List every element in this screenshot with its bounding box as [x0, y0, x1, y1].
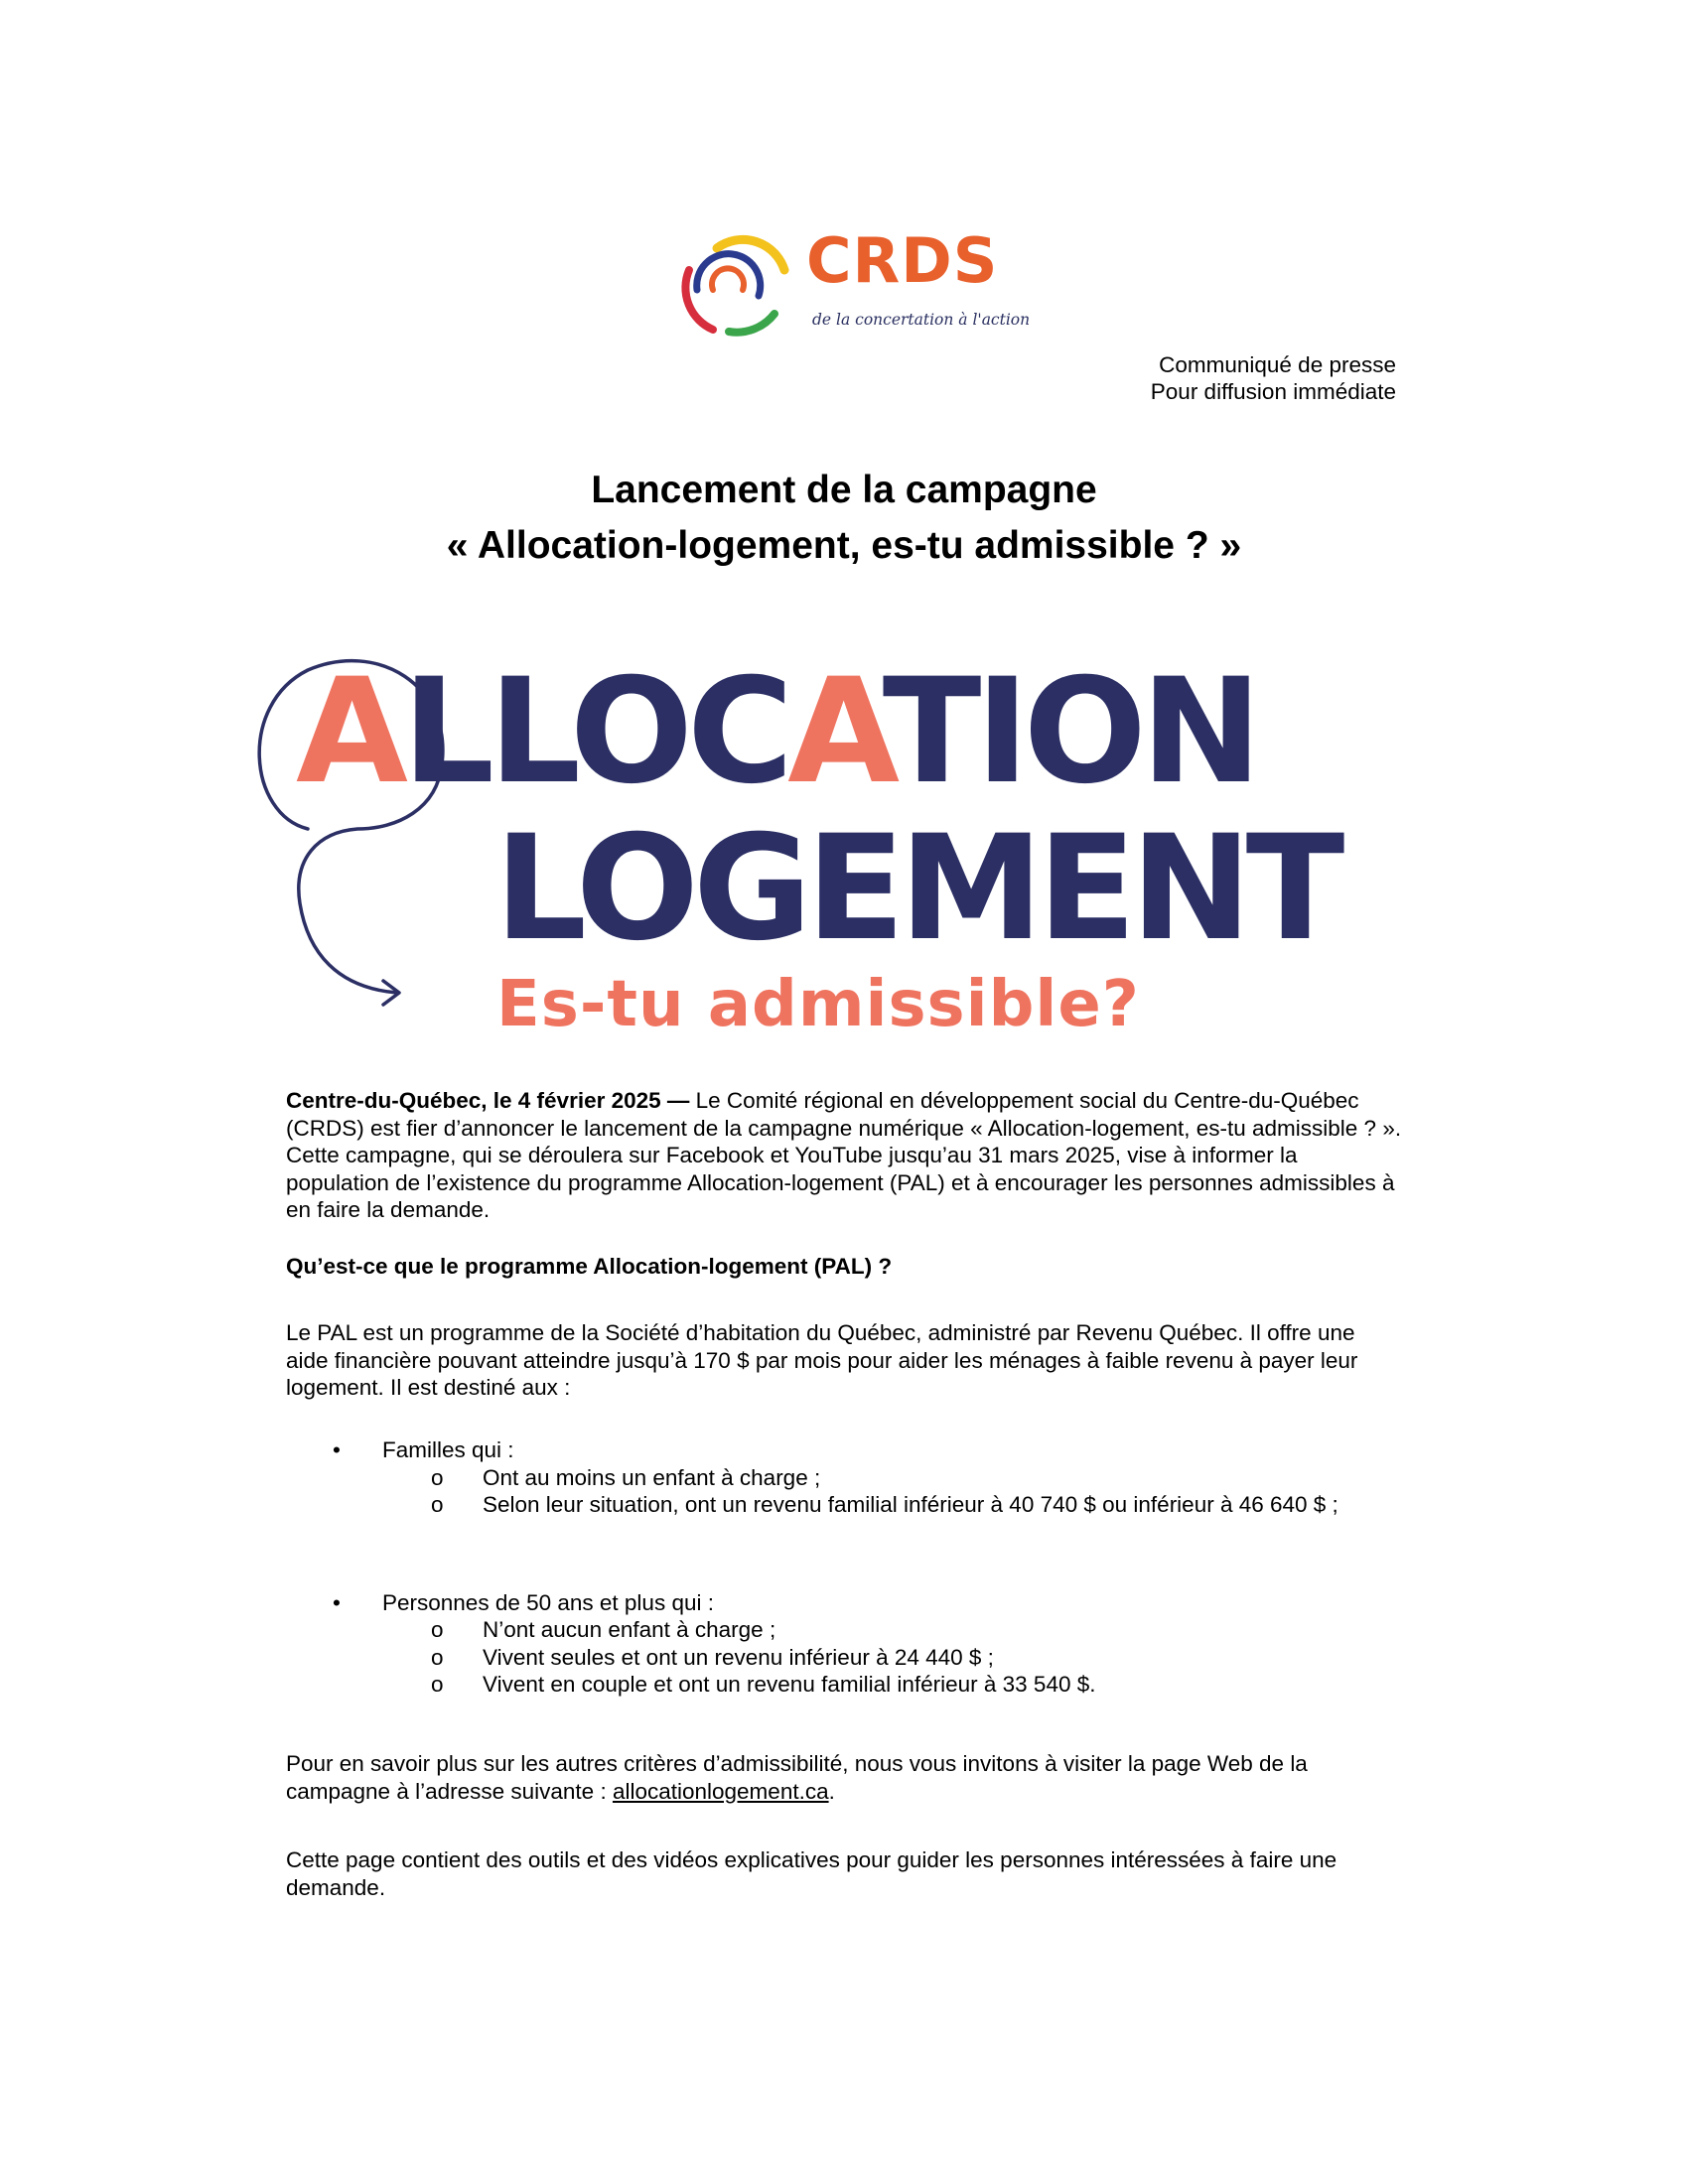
- bullet-icon: •: [333, 1590, 341, 1615]
- lead-text: Le Comité régional en développement social du Centre-du-Québec (CRDS) est fier d’annoncer le lancement de la campagne numérique « Allocation-logement, es-tu admissible ? ». Cette campagne, qui se déroulera sur Facebook et YouTube jusqu’au 31 mars 2025, vise à informer la population de l’existence du programme Allocation-logement (PAL) et à encourager les personnes admissibles à en faire la demande.: [286, 1088, 1402, 1222]
- title-line-2: « Allocation-logement, es-tu admissible ? »: [446, 524, 1242, 567]
- sub-item-text: Selon leur situation, ont un revenu familial inférieur à 40 740 $ ou inférieur à 46 640 $ ;: [483, 1492, 1338, 1517]
- sub-bullet-icon: o: [431, 1645, 444, 1670]
- sub-bullet-icon: o: [431, 1492, 444, 1517]
- allocation-letter-a1: A: [296, 647, 402, 816]
- allocation-word: [296, 647, 1257, 816]
- more-info-paragraph: [286, 1750, 1403, 1805]
- sub-bullet-icon: o: [431, 1617, 444, 1642]
- bullet-icon: •: [333, 1437, 341, 1462]
- sub-bullet-icon: o: [431, 1672, 444, 1697]
- release-timing: Pour diffusion immédiate: [1150, 379, 1396, 404]
- sub-item-text: Ont au moins un enfant à charge ;: [483, 1465, 821, 1490]
- section-heading: Qu’est-ce que le programme Allocation-logement (PAL) ?: [286, 1254, 893, 1279]
- bullet-label: Personnes de 50 ans et plus qui :: [382, 1590, 714, 1615]
- press-release-label: Communiqué de presse: [1159, 352, 1396, 377]
- tools-paragraph: Cette page contient des outils et des vidéos explicatives pour guider les personnes intéressées à faire une demande.: [286, 1847, 1337, 1900]
- crds-swirl-icon: [667, 230, 796, 344]
- crds-tagline: de la concertation à l'action: [812, 311, 1031, 329]
- allocation-letters-end: TION: [882, 647, 1257, 816]
- allocation-letter-a2: A: [787, 647, 883, 816]
- page-title: [0, 463, 1688, 574]
- dateline: Centre-du-Québec, le 4 février 2025 —: [286, 1088, 690, 1113]
- more-info-after: .: [828, 1778, 835, 1804]
- campaign-website-link[interactable]: allocationlogement.ca: [612, 1778, 829, 1804]
- logement-word: LOGEMENT: [494, 804, 1339, 973]
- sub-item-text: N’ont aucun enfant à charge ;: [483, 1617, 776, 1642]
- crds-wordmark: CRDS: [806, 224, 999, 297]
- press-release-header: [1151, 351, 1396, 405]
- title-line-1: Lancement de la campagne: [591, 469, 1097, 511]
- sub-item-text: Vivent seules et ont un revenu inférieur à 24 440 $ ;: [483, 1645, 994, 1670]
- more-info-text: Pour en savoir plus sur les autres critères d’admissibilité, nous vous invitons à visiter la page Web de la campagne à l’adresse suivante :: [286, 1751, 1308, 1804]
- pal-intro-paragraph: Le PAL est un programme de la Société d’habitation du Québec, administré par Revenu Québec. Il offre une aide financière pouvant atteindre jusqu’à 170 $ par mois pour aider les ménages à faible revenu à payer leur logement. Il est destiné aux :: [286, 1320, 1358, 1400]
- lead-paragraph: [286, 1087, 1403, 1224]
- campaign-tagline: Es-tu admissible?: [496, 968, 1140, 1041]
- sub-bullet-icon: o: [431, 1465, 444, 1490]
- crds-logo: [667, 224, 1031, 344]
- campaign-visual: [248, 645, 1440, 1062]
- sub-item-text: Vivent en couple et ont un revenu familial inférieur à 33 540 $.: [483, 1672, 1096, 1697]
- allocation-letters-mid: LLOC: [402, 647, 788, 816]
- bullet-label: Familles qui :: [382, 1437, 514, 1462]
